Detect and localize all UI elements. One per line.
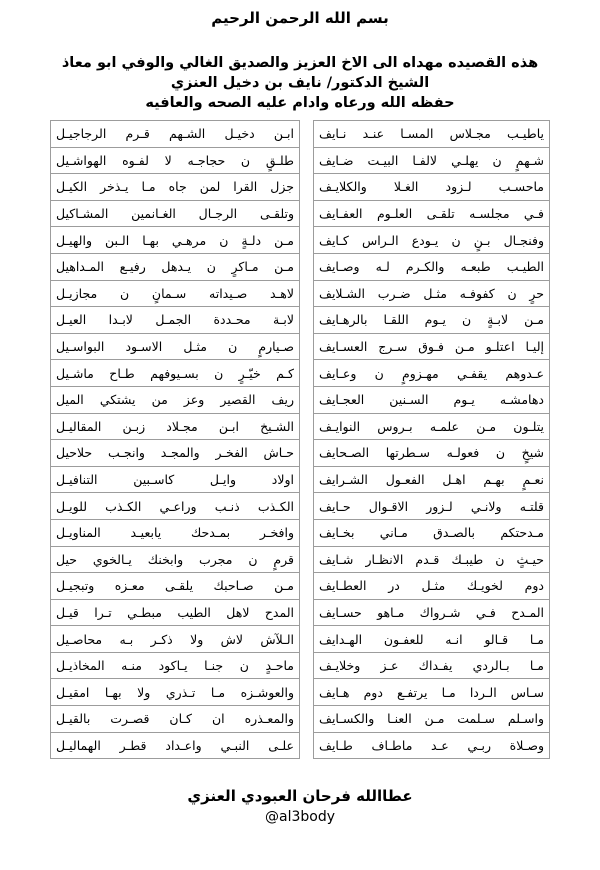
verse-second-hemistich: جزل القرا لمن جاه مـا يـذخر الكيـل (51, 174, 300, 201)
verse-second-hemistich: طلـقٍ ن حجاجـه لا لفـوه الهواشـيل (51, 147, 300, 174)
verse-first-hemistich: إليـا اعتلـو مـن فـوق سـرج العسـايف (314, 333, 550, 360)
verse-row (51, 599, 300, 626)
basmala-line: بسم الله الرحمن الرحيم (211, 9, 389, 27)
verse-second-hemistich: كـم خيّـرٍ ن بسـيوفهم طـاح ماشـيل (51, 360, 300, 387)
verse-first-hemistich: ماحسـب لـزود الغـلا والكلايـف (314, 174, 550, 201)
verse-second-hemistich: لاهـد صـيداته سـمانٍ ن مجازيـل (51, 280, 300, 307)
verse-first-hemistich: حرٍ ن كفوفـه مثـل ضـرب الشـلايف (314, 280, 550, 307)
verse-row (314, 519, 550, 546)
verse-first-hemistich: وفنجـال بـنٍ ن يـودع الـراس كـايف (314, 227, 550, 254)
verse-second-hemistich: وافخـر بمـدحك يابعيـد المناويـل (51, 519, 300, 546)
verse-second-hemistich: الـلآش لاش ولا ذكـر بـه محاصـيل (51, 626, 300, 653)
verse-first-hemistich: شيخٍ ن فعولـه سـطرتها الصـحايف (314, 440, 550, 467)
verse-row (314, 652, 550, 679)
verse-row (51, 147, 300, 174)
verse-row (314, 573, 550, 600)
verse-second-hemistich: حـاش الفخـر والمجـد وانجـب حلاحيل (51, 440, 300, 467)
verse-row (51, 732, 300, 759)
verse-row (51, 386, 300, 413)
verse-second-hemistich: اولاد وايـل كاسـبين التنافيـل (51, 466, 300, 493)
verse-first-hemistich: نعـمٍ بهـم اهـل الفعـول الشـرايف (314, 466, 550, 493)
verse-row (314, 626, 550, 653)
verse-row (51, 174, 300, 201)
verse-row (314, 466, 550, 493)
verse-row (51, 652, 300, 679)
verse-first-hemistich: قلتـه ولانـي لـزور الاقـوال حـايف (314, 493, 550, 520)
verse-first-hemistich: المـدح فـي شـرواك مـاهو حسـايف (314, 599, 550, 626)
verse-row (314, 227, 550, 254)
verse-second-hemistich: مـن صـاحبك يلقـى معـزه وتبجيـل (51, 573, 300, 600)
verse-row (51, 333, 300, 360)
verse-row (314, 599, 550, 626)
verse-first-hemistich: شـهمٍ ن يهلـي لالفـا البيـت ضـايف (314, 147, 550, 174)
verse-first-hemistich: واسـلم سـلمت مـن العنـا والكسـايف (314, 706, 550, 733)
verse-row (314, 360, 550, 387)
verse-first-hemistich: فـي مجلسـه تلقـى العلـوم العفـايف (314, 200, 550, 227)
verse-row (51, 573, 300, 600)
verse-row (51, 493, 300, 520)
verse-first-hemistich: الطيـب طبعـه والكـرم لـه وصـايف (314, 253, 550, 280)
verse-row (314, 440, 550, 467)
verse-first-hemistich: مـا بـالردي يفـداك عـز وخلايـف (314, 652, 550, 679)
verse-first-hemistich: مـن لابـةٍ ن يـوم اللقـا بالرهـايف (314, 307, 550, 334)
verse-row (314, 253, 550, 280)
verse-row (51, 360, 300, 387)
verse-row (314, 493, 550, 520)
verse-row (51, 307, 300, 334)
verse-row (314, 706, 550, 733)
verse-row (51, 466, 300, 493)
dedication-line-3: حفظه الله ورعاه وادام عليه الصحه والعافيه (145, 95, 455, 111)
verse-row (314, 679, 550, 706)
verse-second-hemistich: مـن مـاكرٍ ن يـدهل رفيـع المـداهيل (51, 253, 300, 280)
verse-second-hemistich: المدح لاهل الطيب مبطـي تـرا قيـل (51, 599, 300, 626)
poem-table (0, 120, 600, 759)
verse-second-hemistich: ريف القصير وعز من يشتكي الميل (51, 386, 300, 413)
verse-second-hemistich: مـن دلـةٍ ن مرهـي بهـا الـبن والهيـل (51, 227, 300, 254)
verse-row (51, 227, 300, 254)
verse-first-hemistich: مـا قـالو انـه للعفـون الهـدايف (314, 626, 550, 653)
verse-first-hemistich: يتلـون مـن علمـه بـروس النوايـف (314, 413, 550, 440)
verse-second-hemistich: الشـيخ ابـن مجـلاد زبـن المقاليـل (51, 413, 300, 440)
verse-row (51, 679, 300, 706)
second-hemistich-body (51, 121, 300, 759)
verse-first-hemistich: دوم لخويـك مثـل در العطـايف (314, 573, 550, 600)
verse-second-hemistich: صـيارمٍ ن مثـل الاسـود البواسـيل (51, 333, 300, 360)
verse-row (51, 440, 300, 467)
verse-row (314, 333, 550, 360)
dedication-block (0, 53, 600, 113)
verse-second-hemistich: وتلقـى الرجـال الغـانمين المشـاكيل (51, 200, 300, 227)
twitter-handle: @al3body (265, 809, 335, 826)
verse-first-hemistich: ياطيـب مجـلاس المسـا عنـد نـايف (314, 121, 550, 148)
verse-row (314, 280, 550, 307)
verse-first-hemistich: وصـلاة ربـي عـد ماطـاف طـايف (314, 732, 550, 759)
verse-first-hemistich: مـدحتكم بالصـدق مـاني بخـايف (314, 519, 550, 546)
dedication-line-2: الشيخ الدكتور/ نايف بن دخيل العنزي (170, 75, 430, 91)
verse-row (314, 174, 550, 201)
verse-row (51, 626, 300, 653)
verse-row (51, 413, 300, 440)
verse-row (51, 253, 300, 280)
first-hemistich-column (313, 120, 550, 759)
verse-row (51, 121, 300, 148)
author-name: عطاالله فرحان العبودي العنزي (187, 787, 413, 806)
verse-row (314, 147, 550, 174)
verse-row (314, 386, 550, 413)
verse-first-hemistich: دهامشـه يـوم السـنين العجـايف (314, 386, 550, 413)
dedication-line-1: هذه القصيده مهداه الى الاخ العزيز والصديق الغالي والوفي ابو معاذ (61, 55, 539, 71)
verse-second-hemistich: ماحـدٍ ن جنـا يـاكود منـه المخاذيـل (51, 652, 300, 679)
verse-second-hemistich: الكـذب ذنـب وراعـي الكـذب للويـل (51, 493, 300, 520)
verse-first-hemistich: سـاس الـردا مـا يرتفـع دوم هـايف (314, 679, 550, 706)
verse-second-hemistich: والمعـذره ان كـان قصـرت بالقيـل (51, 706, 300, 733)
verse-row (51, 546, 300, 573)
verse-row (51, 200, 300, 227)
verse-second-hemistich: والعوشـزه مـا تـذري ولا بهـا امقيـل (51, 679, 300, 706)
footer-block (0, 786, 600, 828)
verse-row (314, 732, 550, 759)
verse-row (51, 280, 300, 307)
verse-row (51, 706, 300, 733)
verse-second-hemistich: لابـة محـددة الجمـل لابـدا العيـل (51, 307, 300, 334)
verse-second-hemistich: علـى النبـي واعـداد قطـر الهماليـل (51, 732, 300, 759)
second-hemistich-column (50, 120, 300, 759)
verse-row (314, 307, 550, 334)
verse-row (314, 413, 550, 440)
verse-second-hemistich: قرمٍ ن مجرب وابخنك يـالخوي حيل (51, 546, 300, 573)
first-hemistich-body (314, 121, 550, 759)
verse-row (314, 546, 550, 573)
verse-second-hemistich: ابـن دخيـل الشـهم قـرم الرجاجيـل (51, 121, 300, 148)
verse-first-hemistich: حيـثٍ ن طيبـك قـدم الانظـار شـايف (314, 546, 550, 573)
verse-first-hemistich: عـدوهم يقفـي مهـزومٍ ن وعـايف (314, 360, 550, 387)
verse-row (314, 200, 550, 227)
verse-row (51, 519, 300, 546)
verse-row (314, 121, 550, 148)
